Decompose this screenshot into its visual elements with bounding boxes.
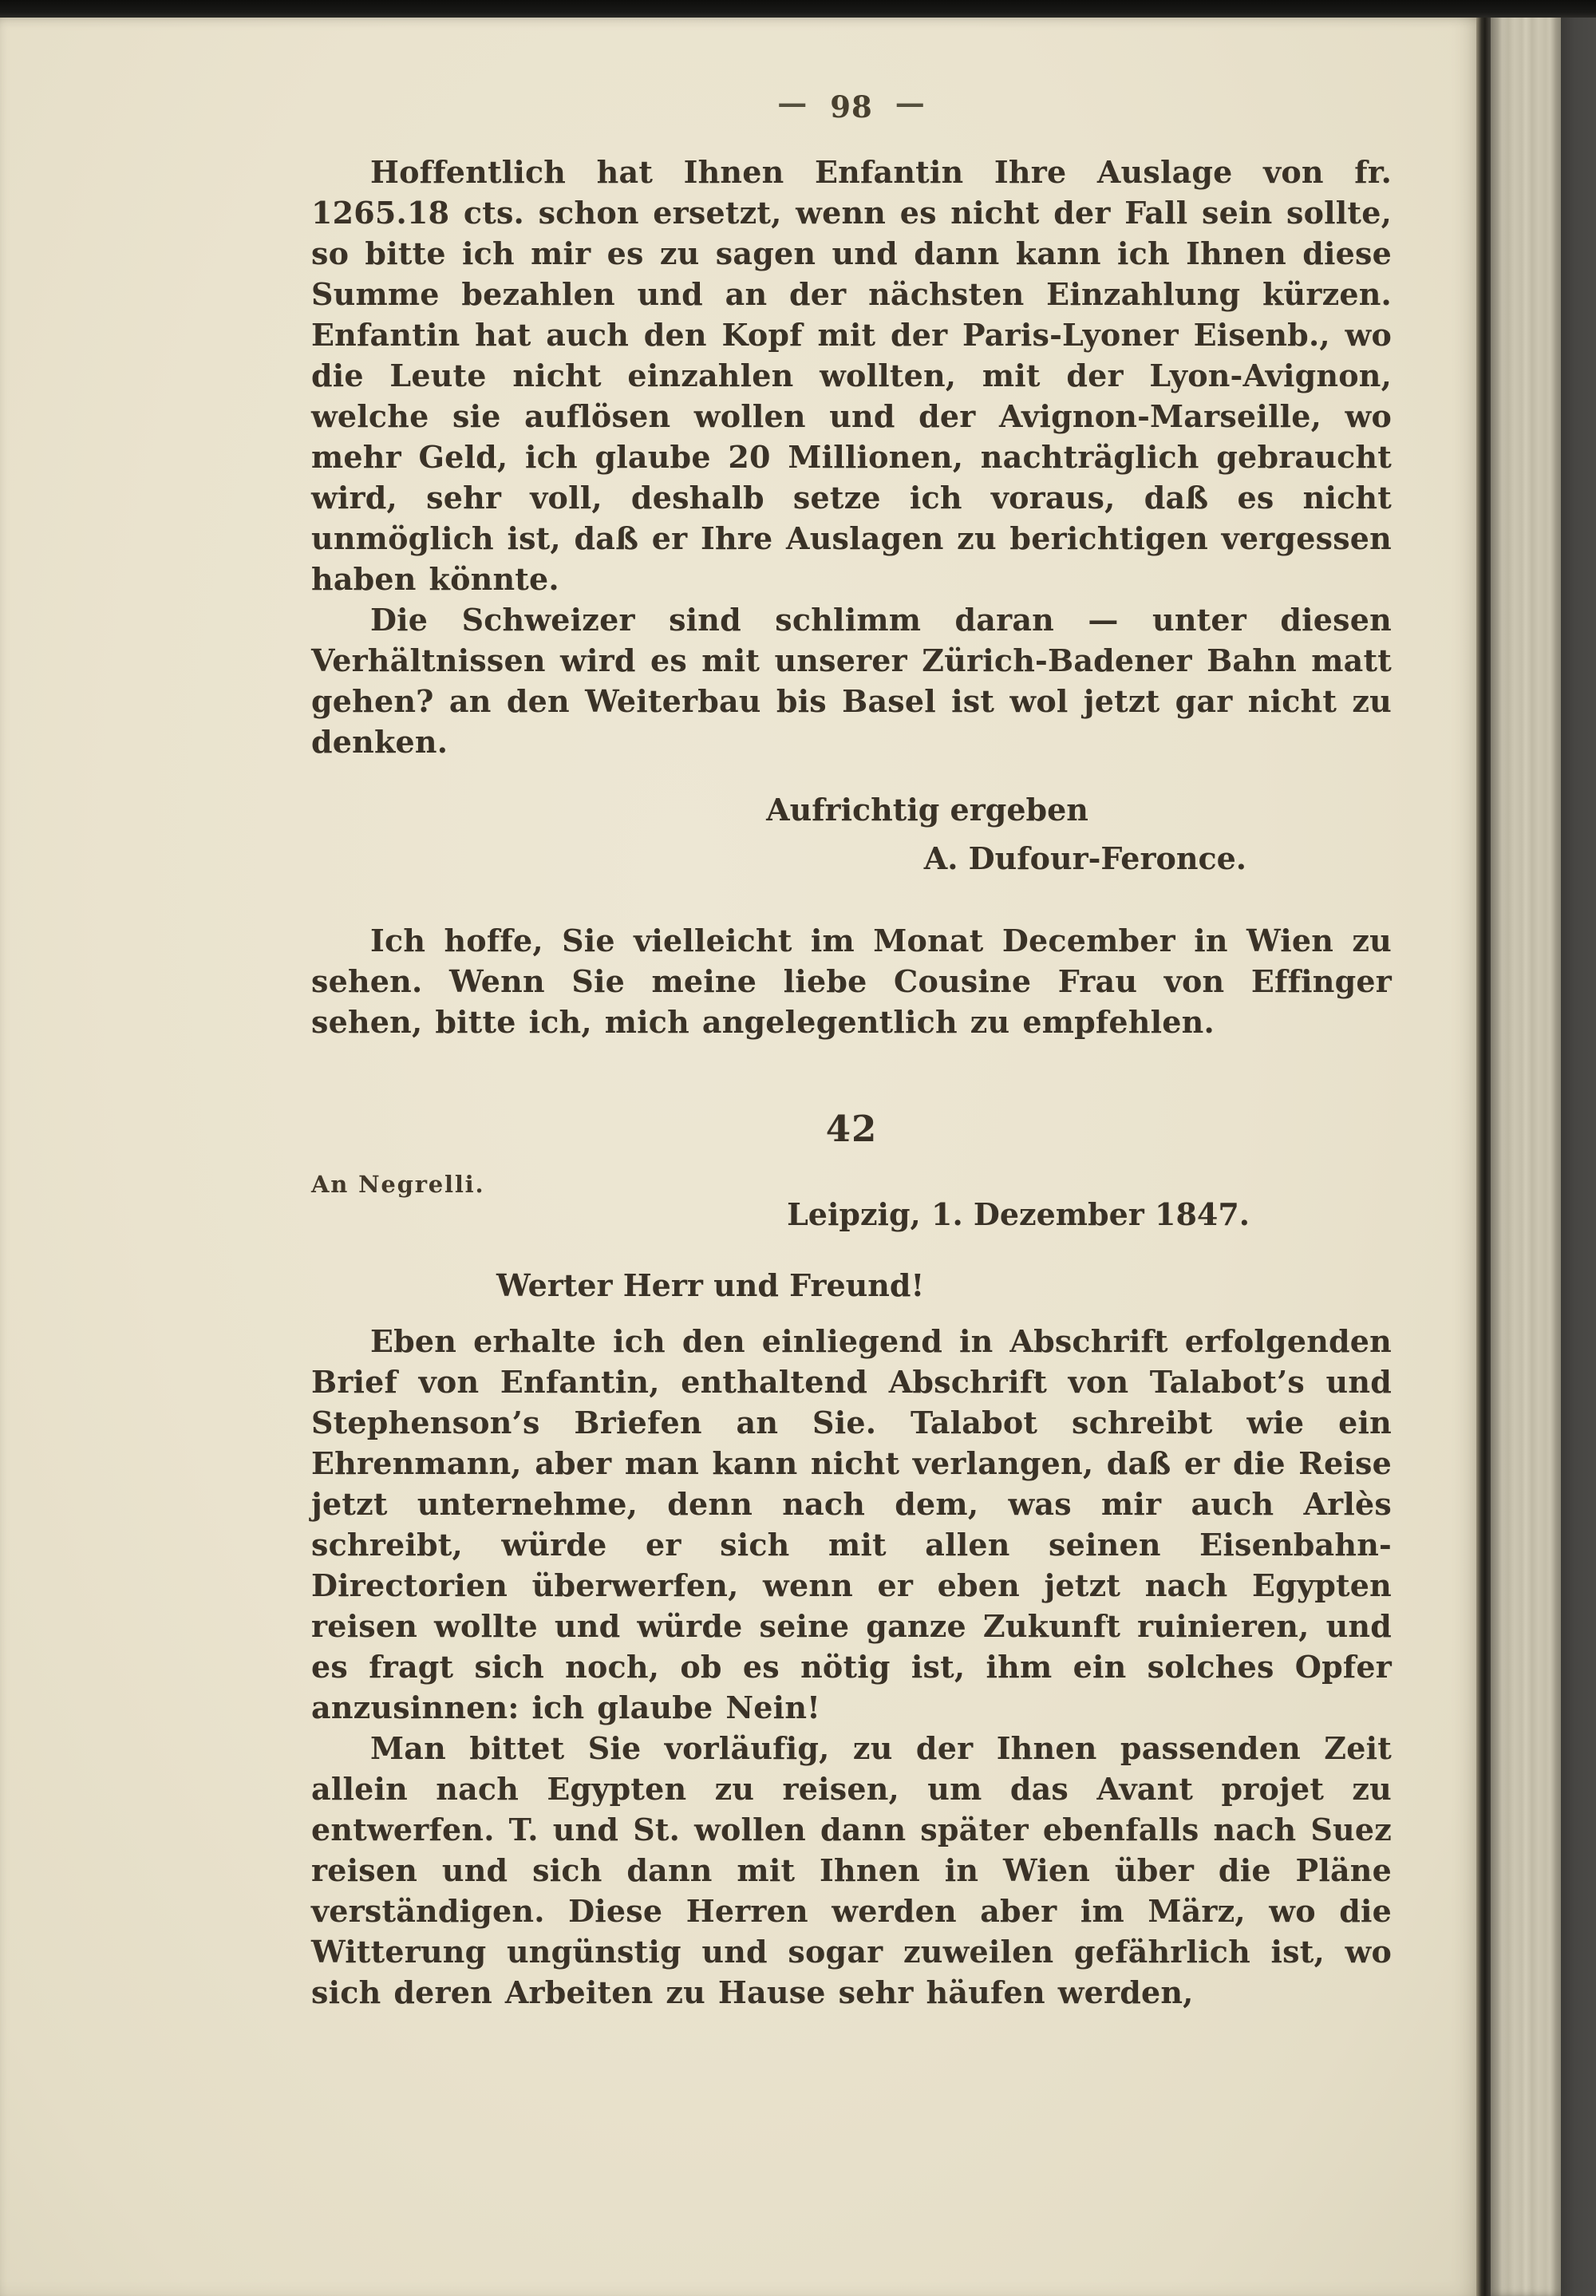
scan-right-background — [1561, 0, 1596, 2296]
letter2-paragraph-1: Eben erhalte ich den einliegend in Abschrift erfolgenden Brief von Enfantin, enthaltend Abschrift von Talabot’s und Stephenson’s Briefen an Sie. Talabot schreibt wie ein Ehrenmann, aber man kann nicht verlangen, daß er die Reise jetzt unternehme, denn nach dem, was mir auch Arlès schreibt, würde er sich mit allen seinen Eisenbahn-Directorien überwerfen, wenn er eben jetzt nach Egypten reisen wollte und würde seine ganze Zukunft ruinieren, und es fragt sich noch, ob es nötig ist, ihm ein solches Opfer anzusinnen: ich glaube Nein! — [311, 1323, 1392, 1725]
letter2-salutation: Werter Herr und Freund! — [496, 1267, 925, 1303]
adjacent-page-edge — [1491, 0, 1561, 2296]
page-content — [0, 13, 1479, 2013]
header-dash-left: — — [777, 85, 808, 121]
letter2-addressee: An Negrelli. — [311, 1171, 485, 1198]
scan-top-edge — [0, 0, 1596, 18]
header-dash-right: — — [895, 85, 926, 121]
letter2-number: 42 — [825, 1108, 878, 1150]
letter1-closing: Aufrichtig ergeben — [766, 792, 1088, 828]
page-header — [311, 85, 1392, 124]
letter1-paragraph-1: Hoffentlich hat Ihnen Enfantin Ihre Auslage von fr. 1265.18 cts. schon ersetzt, wenn es nicht der Fall sein sollte, so bitte ich mir es zu sagen und dann kann ich Ihnen diese Summe bezahlen und an der nächsten Einzahlung kürzen. Enfantin hat auch den Kopf mit der Paris-Lyoner Eisenb., wo die Leute nicht einzahlen wollten, mit der Lyon-Avignon, welche sie auflösen wollen und der Avignon-Marseille, wo mehr Geld, ich glaube 20 Millionen, nachträglich gebraucht wird, sehr voll, deshalb setze ich voraus, daß es nicht unmöglich ist, daß er Ihre Auslagen zu berichtigen vergessen haben könnte. — [311, 154, 1392, 597]
letter2-paragraph-2: Man bittet Sie vorläufig, zu der Ihnen passenden Zeit allein nach Egypten zu reisen, um das Avant projet zu entwerfen. T. und St. wollen dann später ebenfalls nach Suez reisen und sich dann mit Ihnen in Wien über die Pläne verständigen. Diese Herren werden aber im März, wo die Witterung ungünstig und sogar zuweilen gefährlich ist, wo sich deren Arbeiten zu Hause sehr häufen werden, — [311, 1730, 1392, 2010]
letter1-signature: A. Dufour-Feronce. — [923, 840, 1246, 876]
page-number: 98 — [830, 89, 873, 124]
letter1-paragraph-2: Die Schweizer sind schlimm daran — unter diesen Verhältnissen wird es mit unserer Zürich-Badener Bahn matt gehen? an den Weiterbau bis Basel ist wol jetzt gar nicht zu denken. — [311, 602, 1392, 760]
book-page — [0, 13, 1479, 2296]
letter1-postscript: Ich hoffe, Sie vielleicht im Monat December in Wien zu sehen. Wenn Sie meine liebe Cousine Frau von Effinger sehen, bitte ich, mich angelegentlich zu empfehlen. — [311, 923, 1392, 1040]
page-gutter-shadow — [1476, 0, 1491, 2296]
letter2-dateline: Leipzig, 1. Dezember 1847. — [787, 1196, 1250, 1232]
